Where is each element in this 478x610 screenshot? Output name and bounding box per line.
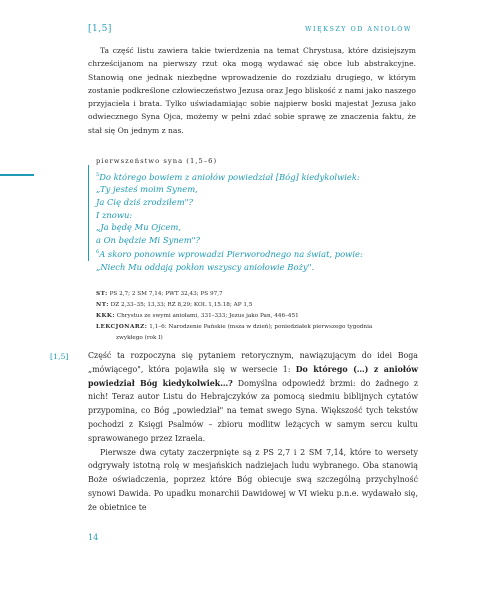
verse-line: a On będzie Mi Synem"? xyxy=(96,234,200,245)
page-number: 14 xyxy=(88,533,99,542)
section-reference: [1,5] xyxy=(88,24,112,34)
verse-line: I znowu: xyxy=(96,209,133,220)
ref-lectionary-continued: zwykłego (rok I) xyxy=(116,335,163,341)
running-title: WIĘKSZY OD ANIOŁÓW xyxy=(304,25,412,33)
verse-line: „Ja będę Mu Ojcem, xyxy=(96,222,181,233)
ref-old-testament: ST: PS 2,7; 2 SM 7,14; PWT 32,43; PS 97,7 xyxy=(96,291,223,297)
verse-line: „Ty jesteś moim Synem, xyxy=(96,184,198,195)
verse-number: 6 xyxy=(96,249,100,256)
verse-line: $^6$A skoro ponownie wprowadzi Pierworodnego na świat, powie: xyxy=(96,249,363,260)
commentary-paragraph-2: Pierwsze dwa cytaty zaczerpnięte są z PS 2,7 i 2 SM 7,14, które to wersety odgrywały istotną rolę w mesjańskich nadziejach ludu wybranego. Oba stanowią Boże oświadczenia, poprzez które Bóg obiecuje swą szczególną przychylność synowi Dawida. Po upadku monarchii Dawidowej w VI wieku p.n.e. wydawało się, że obietnice te xyxy=(88,447,418,512)
intro-paragraph: Ta część listu zawiera takie twierdzenia na temat Chrystusa, które dzisiejszym chrześcijanom na pierwszy rzut oka mogą wydawać się obce lub abstrakcyjne. Stanowią one jednak niezbędne wprowadzenie do rozdziału drugiego, w którym zostanie podkreślone człowieczeństwo Jezusa oraz Jego bliskość z nami jako naszego przyjaciela i brata. Tylko uświadamiając sobie najpierw boski majestat Jezusa jako odwiecznego Syna Ojca, możemy w pełni zdać sobie sprawę ze znaczenia faktu, że stał się On jednym z nas. xyxy=(88,46,416,135)
chapter-edge-marker xyxy=(0,174,34,176)
commentary-margin-ref: [1,5] xyxy=(50,352,69,361)
verse-number: 5 xyxy=(96,172,100,178)
ref-new-testament: NT: DZ 2,33–35; 13,33; RZ 8,29; KOL 1,15.18; AP 1,5 xyxy=(96,302,253,308)
ref-lectionary: LEKCJONARZ: 1,1–6: Narodzenie Pańskie (msza w dzień); poniedziałek pierwszego tygodnia xyxy=(96,324,373,330)
scripture-verses xyxy=(96,169,426,273)
scripture-box-rule xyxy=(88,165,89,261)
cross-references xyxy=(96,289,426,344)
verse-line: „Niech Mu oddają pokłon wszyscy aniołowie Boży". xyxy=(96,261,315,272)
verse-line: $^5$Do którego bowiem z aniołów powiedział [Bóg] kiedykolwiek: xyxy=(96,171,360,182)
commentary-text: Część ta rozpoczyna się pytaniem retorycznym, nawiązującym do idei Boga „mówiącego", która pojawiła się w wersecie 1: Do którego (…) z aniołów powiedział Bóg kiedykolwiek…? Domyślna odpowiedź brzmi: do żadnego z nich! Teraz autor Listu do Hebrajczyków za pomocą siedmiu biblijnych cytatów przypomina, co Bóg „powiedział" na temat swego Syna. Większość tych tekstów pochodzi z Księgi Psalmów – zbioru modlitw leżących w samym sercu kultu sprawowanego przez Izraela. Pierwsze dwa cytaty zaczerpnięte są z PS 2,7 i 2 SM 7,14, które to wersety odgrywały istotną rolę w mesjańskich nadziejach ludu wybranego. Oba stanowią Boże oświadczenia, poprzez które Bóg obiecuje swą szczególną przychylność synowi Dawida. Po upadku monarchii Dawidowej w VI wieku p.n.e. wydawało się, że obietnice te xyxy=(88,349,418,515)
ref-catechism: KKK: Chrystus ze swymi aniołami, 331–333; Jezus jako Pan, 446–451 xyxy=(96,313,299,319)
verse-line: Ja Cię dziś zrodziłem"? xyxy=(96,196,193,207)
bold-quote: Do którego (…) z aniołów powiedział Bóg kiedykolwiek…? xyxy=(88,364,419,388)
scripture-box-title: pierwszeństwo syna (1,5–6) xyxy=(96,157,218,165)
